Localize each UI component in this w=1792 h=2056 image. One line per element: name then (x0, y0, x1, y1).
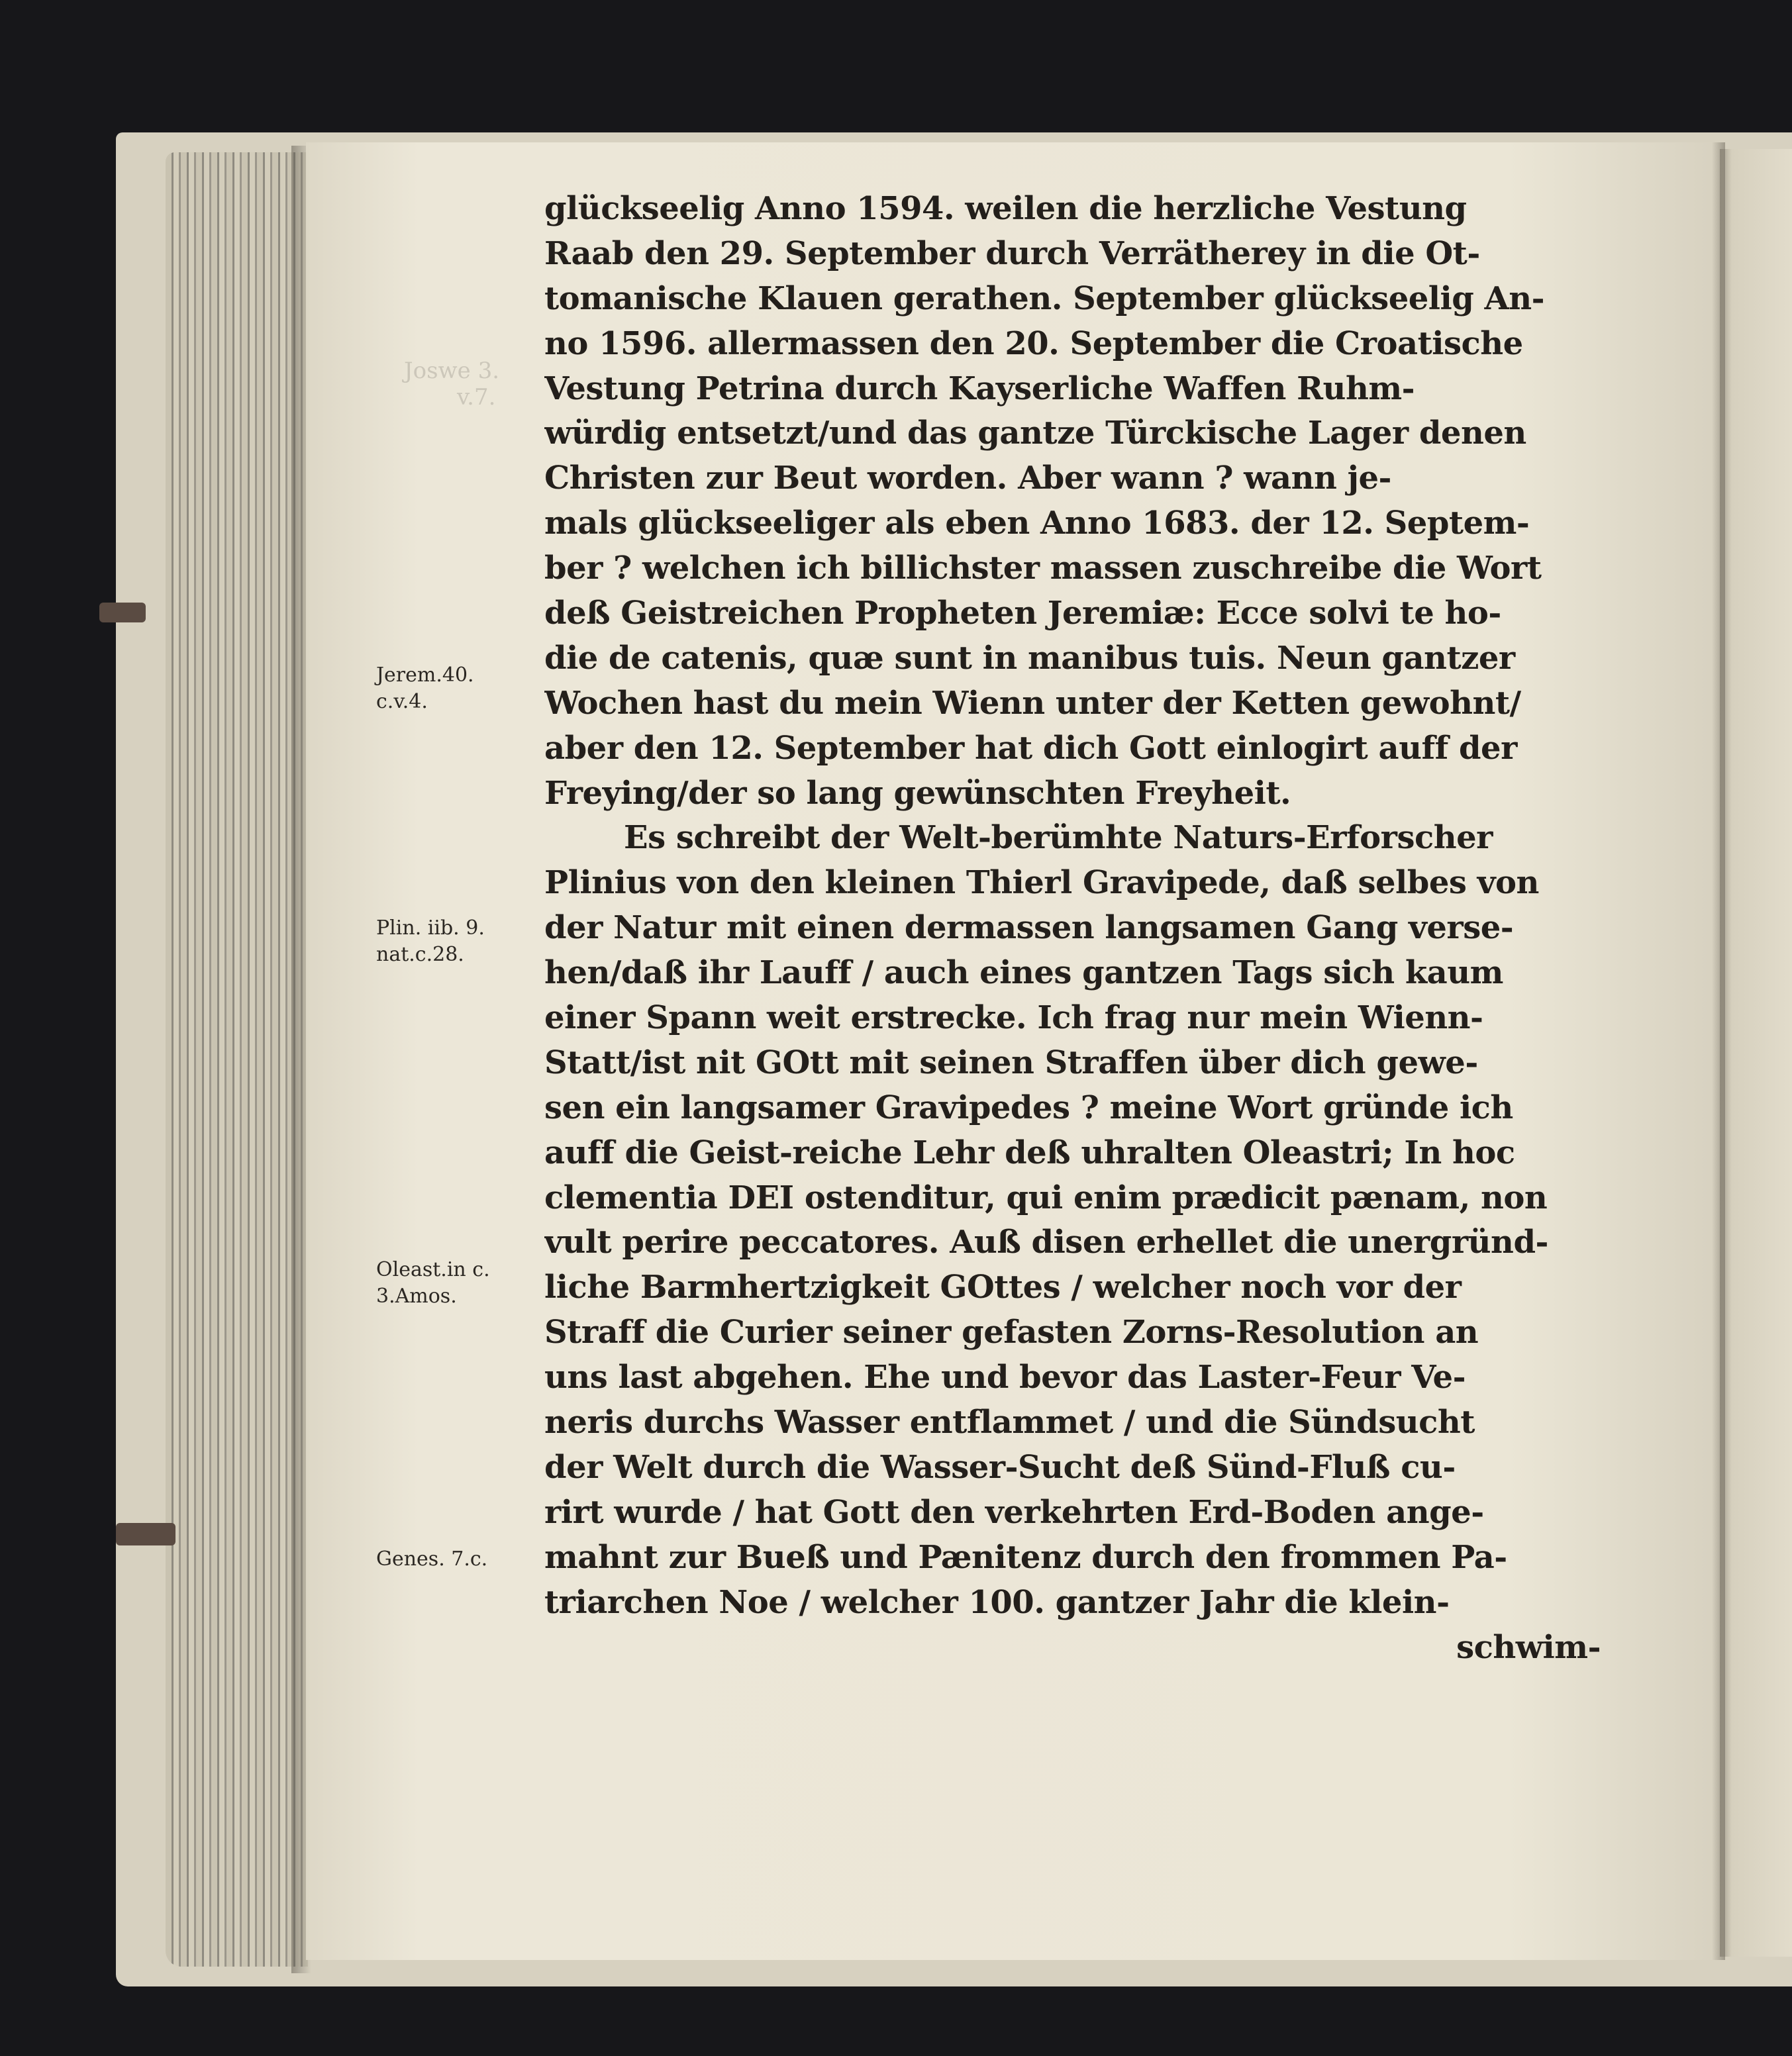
text-line: neris durchs Wasser entflammet / und die Sündsucht (544, 1404, 1475, 1442)
text-line: schwim- (1456, 1628, 1601, 1666)
text-line: Statt/ist nit GOtt mit seinen Straffen über dich gewe- (544, 1044, 1478, 1081)
next-page-edge (1720, 149, 1792, 1957)
marginal-note: Jerem.40. c.v.4. (376, 663, 474, 713)
page-gutter (1712, 142, 1725, 1960)
text-line: liche Barmhertzigkeit GOttes / welcher noch vor der (544, 1269, 1462, 1306)
text-line: Es schreibt der Welt-berümhte Naturs-Erforscher (624, 819, 1493, 857)
text-line: rirt wurde / hat Gott den verkehrten Erd-Boden ange- (544, 1493, 1484, 1531)
text-line: Freying/der so lang gewünschten Freyheit. (544, 774, 1291, 812)
text-line: der Welt durch die Wasser-Sucht deß Sünd-Fluß cu- (544, 1448, 1456, 1486)
text-line: Raab den 29. September durch Verrätherey in die Ot- (544, 234, 1480, 272)
metal-clasp (99, 603, 146, 622)
text-line: Christen zur Beut worden. Aber wann ? wann je- (544, 460, 1391, 497)
text-line: clementia DEI ostenditur, qui enim prædicit pænam, non (544, 1179, 1548, 1216)
text-line: der Natur mit einen dermassen langsamen Gang verse- (544, 909, 1514, 947)
text-line: die de catenis, quæ sunt in manibus tuis. Neun gantzer (544, 639, 1515, 677)
text-line: würdig entsetzt/und das gantze Türckische Lager denen (544, 415, 1526, 452)
text-line: aber den 12. September hat dich Gott einlogirt auff der (544, 729, 1517, 767)
text-line: vult perire peccatores. Auß disen erhellet die unergründ- (544, 1224, 1548, 1261)
text-line: Straff die Curier seiner gefasten Zorns-Resolution an (544, 1314, 1479, 1351)
marginal-note: Oleast.in c. 3.Amos. (376, 1258, 490, 1308)
bleed-through-text: Joswe 3. v.7. (404, 358, 500, 411)
text-line: triarchen Noe / welcher 100. gantzer Jahr die klein- (544, 1583, 1450, 1621)
text-line: mahnt zur Bueß und Pænitenz durch den frommen Pa- (544, 1538, 1507, 1576)
text-line: hen/daß ihr Lauff / auch eines gantzen Tags sich kaum (544, 954, 1503, 992)
text-line: glückseelig Anno 1594. weilen die herzliche Vestung (544, 190, 1467, 227)
text-line: Wochen hast du mein Wienn unter der Ketten gewohnt/ (544, 684, 1521, 722)
marginal-note: Plin. iib. 9. nat.c.28. (376, 916, 485, 966)
metal-clasp (116, 1523, 175, 1545)
text-line: mals glückseeliger als eben Anno 1683. der 12. Septem- (544, 505, 1530, 542)
text-line: ber ? welchen ich billichster massen zuschreibe die Wort (544, 550, 1542, 587)
text-line: einer Spann weit erstrecke. Ich frag nur mein Wienn- (544, 999, 1483, 1037)
text-line: deß Geistreichen Propheten Jeremiæ: Ecce solvi te ho- (544, 595, 1501, 632)
text-line: uns last abgehen. Ehe und bevor das Laster-Feur Ve- (544, 1359, 1466, 1396)
text-line: Vestung Petrina durch Kayserliche Waffen Ruhm- (544, 369, 1415, 407)
text-line: auff die Geist-reiche Lehr deß uhralten Oleastri; In hoc (544, 1134, 1515, 1171)
text-line: tomanische Klauen gerathen. September glückseelig An- (544, 279, 1545, 317)
page-edges (166, 152, 308, 1967)
text-line: Plinius von den kleinen Thierl Gravipede, daß selbes von (544, 864, 1539, 902)
text-line: sen ein langsamer Gravipedes ? meine Wort gründe ich (544, 1089, 1513, 1126)
marginal-note: Genes. 7.c. (376, 1547, 488, 1571)
body-text (544, 187, 1601, 1670)
text-line: no 1596. allermassen den 20. September die Croatische (544, 324, 1523, 362)
